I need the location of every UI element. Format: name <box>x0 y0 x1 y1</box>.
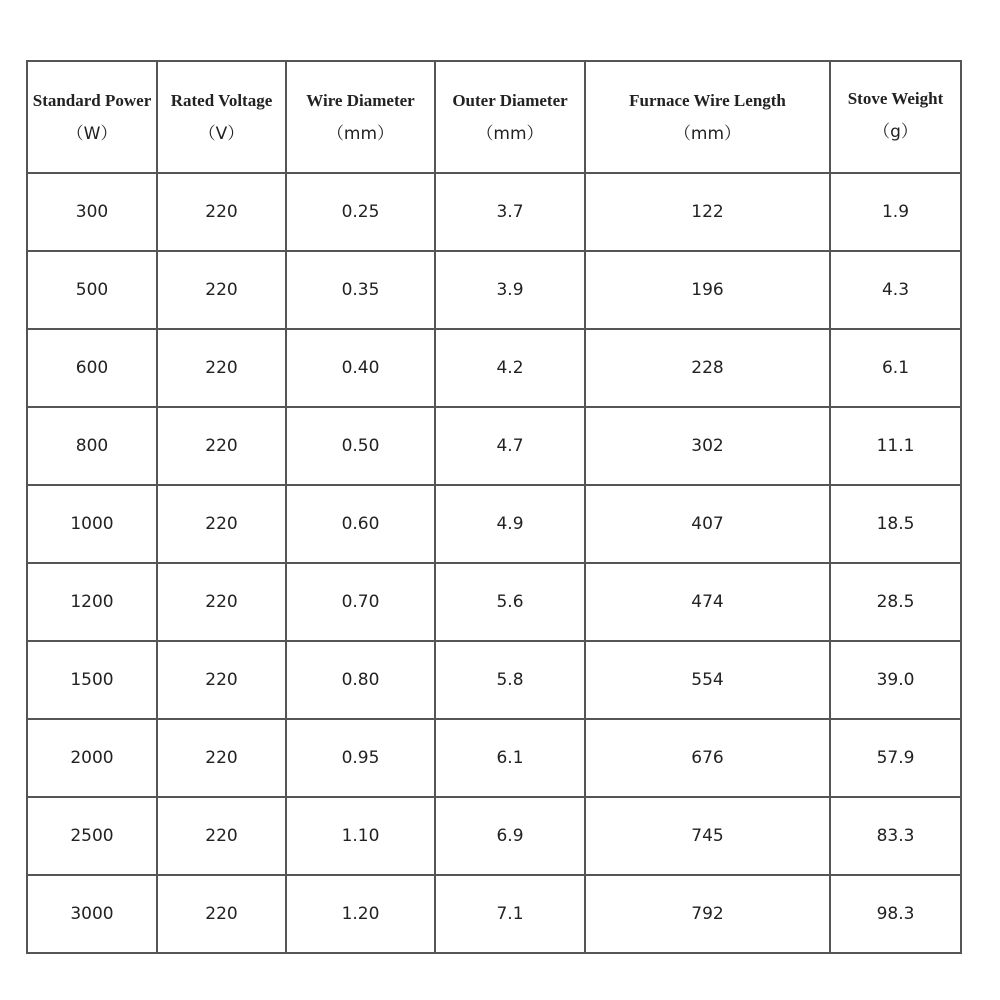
header-standard-power <box>27 61 157 173</box>
table-row <box>27 875 961 953</box>
header-unit: （mm） <box>476 123 544 144</box>
cell-outer-diameter: 7.1 <box>435 875 585 953</box>
table-row <box>27 797 961 875</box>
header-title: Wire Diameter <box>306 90 415 110</box>
cell-rated-voltage: 220 <box>157 407 286 485</box>
header-wire-diameter <box>286 61 435 173</box>
cell-furnace-wire-length: 792 <box>585 875 830 953</box>
cell-rated-voltage: 220 <box>157 485 286 563</box>
cell-rated-voltage: 220 <box>157 641 286 719</box>
cell-furnace-wire-length: 122 <box>585 173 830 251</box>
cell-stove-weight: 28.5 <box>830 563 961 641</box>
table-row <box>27 251 961 329</box>
cell-standard-power: 800 <box>27 407 157 485</box>
cell-wire-diameter: 1.10 <box>286 797 435 875</box>
table-row <box>27 407 961 485</box>
cell-furnace-wire-length: 302 <box>585 407 830 485</box>
cell-outer-diameter: 5.6 <box>435 563 585 641</box>
table-row <box>27 641 961 719</box>
cell-standard-power: 3000 <box>27 875 157 953</box>
cell-wire-diameter: 0.95 <box>286 719 435 797</box>
header-title: Standard Power <box>32 90 152 110</box>
table-row <box>27 719 961 797</box>
header-unit: （g） <box>873 121 918 142</box>
cell-stove-weight: 11.1 <box>830 407 961 485</box>
cell-rated-voltage: 220 <box>157 173 286 251</box>
cell-furnace-wire-length: 228 <box>585 329 830 407</box>
header-row <box>27 61 961 173</box>
cell-stove-weight: 6.1 <box>830 329 961 407</box>
cell-furnace-wire-length: 407 <box>585 485 830 563</box>
header-unit: （W） <box>66 123 118 144</box>
cell-standard-power: 2000 <box>27 719 157 797</box>
cell-wire-diameter: 1.20 <box>286 875 435 953</box>
cell-standard-power: 1500 <box>27 641 157 719</box>
cell-furnace-wire-length: 196 <box>585 251 830 329</box>
header-title: Outer Diameter <box>452 90 568 110</box>
cell-standard-power: 1200 <box>27 563 157 641</box>
cell-standard-power: 300 <box>27 173 157 251</box>
cell-stove-weight: 83.3 <box>830 797 961 875</box>
cell-outer-diameter: 5.8 <box>435 641 585 719</box>
cell-wire-diameter: 0.40 <box>286 329 435 407</box>
cell-standard-power: 600 <box>27 329 157 407</box>
spec-table <box>26 60 962 954</box>
cell-wire-diameter: 0.60 <box>286 485 435 563</box>
cell-outer-diameter: 6.9 <box>435 797 585 875</box>
cell-rated-voltage: 220 <box>157 797 286 875</box>
cell-rated-voltage: 220 <box>157 251 286 329</box>
cell-outer-diameter: 6.1 <box>435 719 585 797</box>
cell-standard-power: 2500 <box>27 797 157 875</box>
cell-outer-diameter: 3.7 <box>435 173 585 251</box>
table-row <box>27 329 961 407</box>
cell-stove-weight: 18.5 <box>830 485 961 563</box>
cell-stove-weight: 4.3 <box>830 251 961 329</box>
cell-rated-voltage: 220 <box>157 719 286 797</box>
table-row <box>27 563 961 641</box>
cell-furnace-wire-length: 745 <box>585 797 830 875</box>
cell-stove-weight: 39.0 <box>830 641 961 719</box>
cell-standard-power: 1000 <box>27 485 157 563</box>
cell-stove-weight: 57.9 <box>830 719 961 797</box>
cell-rated-voltage: 220 <box>157 563 286 641</box>
header-unit: （mm） <box>326 123 395 144</box>
cell-wire-diameter: 0.25 <box>286 173 435 251</box>
cell-rated-voltage: 220 <box>157 329 286 407</box>
header-furnace-wire-length <box>585 61 830 173</box>
cell-wire-diameter: 0.50 <box>286 407 435 485</box>
table-row <box>27 173 961 251</box>
cell-wire-diameter: 0.80 <box>286 641 435 719</box>
table-row <box>27 485 961 563</box>
cell-wire-diameter: 0.70 <box>286 563 435 641</box>
header-title: Stove Weight <box>847 88 944 108</box>
cell-standard-power: 500 <box>27 251 157 329</box>
cell-outer-diameter: 4.2 <box>435 329 585 407</box>
cell-outer-diameter: 4.9 <box>435 485 585 563</box>
cell-outer-diameter: 4.7 <box>435 407 585 485</box>
header-outer-diameter <box>435 61 585 173</box>
header-stove-weight <box>830 61 961 173</box>
header-title: Rated Voltage <box>170 90 273 110</box>
cell-outer-diameter: 3.9 <box>435 251 585 329</box>
header-rated-voltage <box>157 61 286 173</box>
cell-wire-diameter: 0.35 <box>286 251 435 329</box>
header-unit: （mm） <box>673 123 742 144</box>
header-title: Furnace Wire Length <box>629 90 786 110</box>
header-unit: （V） <box>198 123 245 144</box>
cell-furnace-wire-length: 676 <box>585 719 830 797</box>
cell-stove-weight: 1.9 <box>830 173 961 251</box>
cell-stove-weight: 98.3 <box>830 875 961 953</box>
cell-furnace-wire-length: 554 <box>585 641 830 719</box>
cell-furnace-wire-length: 474 <box>585 563 830 641</box>
cell-rated-voltage: 220 <box>157 875 286 953</box>
